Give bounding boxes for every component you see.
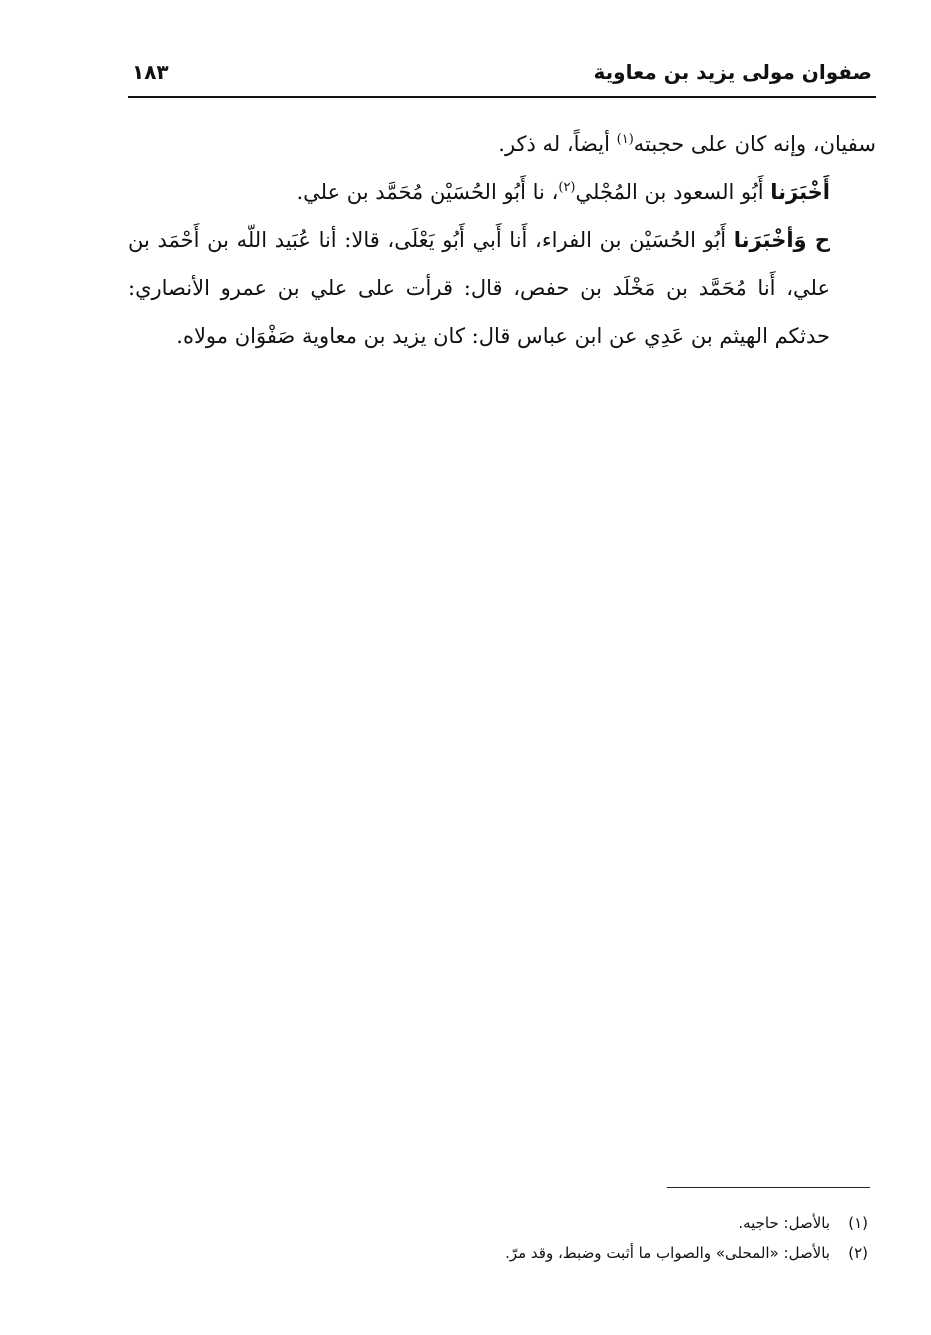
tahwil-marker: ح (806, 228, 830, 252)
footnote-text: بالأصل: «المحلى» والصواب ما أثبت وضبط، وقد مرّ. (505, 1244, 830, 1262)
paragraph-3 (128, 216, 876, 360)
header-rule (128, 96, 876, 98)
footnote-2 (128, 1238, 868, 1268)
footnote-separator (667, 1187, 870, 1188)
footnote-ref-1: (١) (616, 132, 634, 147)
paragraph-1-text-a: سفيان، وإنه كان على حجبته (633, 132, 876, 156)
footnote-1 (128, 1208, 868, 1238)
paragraph-2 (128, 168, 876, 216)
page-number: ١٨٣ (132, 60, 169, 84)
paragraph-1 (128, 120, 876, 168)
footnotes (128, 1208, 868, 1268)
isnad-keyword: وَأخْبَرَنا (733, 228, 807, 252)
paragraph-3-text: أَبُو الحُسَيْن بن الفراء، أَنا أَبي أَبُو يَعْلَى، قالا: أنا عُبَيد اللّه بن أَحْمَد بن علي، أَنا مُحَمَّد بن مَخْلَد بن حفص، قال: قرأت على علي بن عمرو الأنصاري: حدثكم الهيثم بن عَدِي عن ابن عباس قال: كان يزيد بن معاوية صَفْوَان مولاه. (128, 228, 830, 348)
footnote-text: بالأصل: حاجيه. (738, 1214, 830, 1232)
main-text (128, 120, 876, 360)
footnote-number: (٢) (848, 1244, 868, 1262)
footnote-number: (١) (848, 1214, 868, 1232)
paragraph-2-text-b: ، نا أَبُو الحُسَيْن مُحَمَّد بن علي. (296, 180, 559, 204)
isnad-keyword: أَخْبَرَنا (770, 180, 830, 204)
paragraph-1-text-b: أيضاً، له ذكر. (498, 132, 617, 156)
footnote-ref-2: (٢) (558, 180, 576, 195)
running-title: صفوان مولى يزيد بن معاوية (593, 60, 872, 84)
page-header (128, 56, 876, 96)
paragraph-2-text-a: أَبُو السعود بن المُجْلي (575, 180, 771, 204)
